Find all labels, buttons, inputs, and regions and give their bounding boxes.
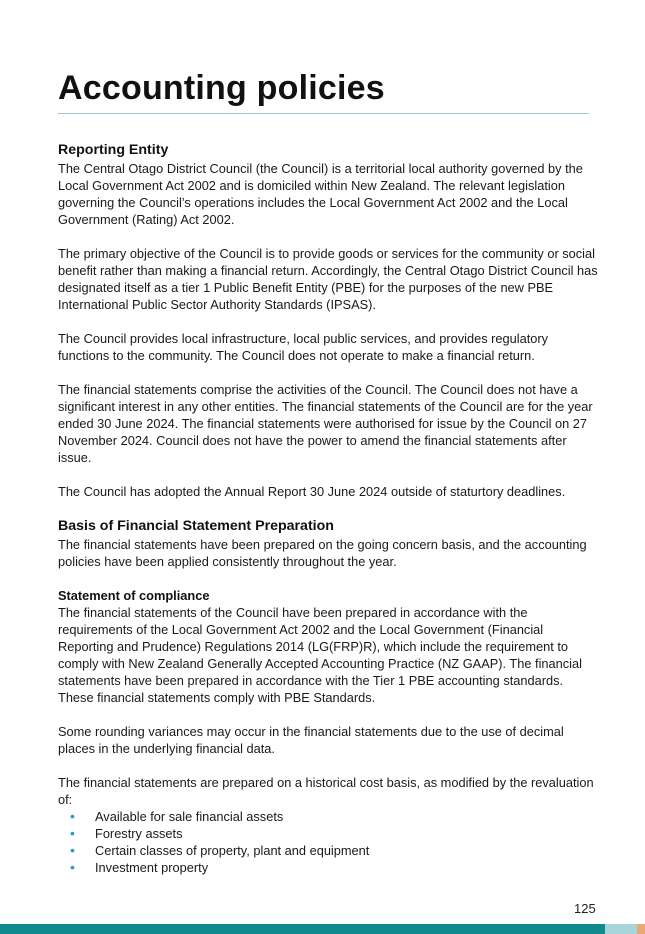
list-item-text: Certain classes of property, plant and equipment [95, 843, 370, 858]
paragraph: The financial statements have been prepared on the going concern basis, and the accounting policies have been applied consistently throughout the year. [58, 537, 587, 569]
list-item-text: Forestry assets [95, 826, 183, 841]
paragraph: The Council has adopted the Annual Report 30 June 2024 outside of staturtory deadlines. [58, 484, 566, 499]
footer-bar [0, 924, 605, 934]
bullet-icon: • [70, 808, 75, 824]
list-item [58, 859, 598, 876]
paragraph: The financial statements are prepared on a historical cost basis, as modified by the revaluation of: [58, 775, 594, 807]
paragraph: The Central Otago District Council (the Council) is a territorial local authority governed by the Local Government Act 2002 and is domiciled within New Zealand. The relevant legislation governing the Council’s operations includes the Local Government Act 2002 and the Local Government (Rating) Act 2002. [58, 161, 583, 227]
subsection-heading-compliance: Statement of compliance [58, 588, 210, 603]
paragraph: The financial statements comprise the activities of the Council. The Council does not have a significant interest in any other entities. The financial statements of the Council are for the year ended 30 June 2024. The financial statements were authorised for issue by the Council on 27 November 2024. Council does not have the power to amend the financial statements after issue. [58, 382, 593, 465]
paragraph: The Council provides local infrastructure, local public services, and provides regulatory functions to the community. The Council does not operate to make a financial return. [58, 331, 549, 363]
section-heading-basis: Basis of Financial Statement Preparation [58, 518, 334, 534]
bullet-icon: • [70, 842, 75, 858]
bullet-icon: • [70, 859, 75, 875]
bullet-icon: • [70, 825, 75, 841]
footer-bar-accent [637, 924, 645, 934]
page-number: 125 [574, 901, 596, 916]
page-title: Accounting policies [58, 69, 385, 107]
list-item [58, 808, 598, 825]
revaluation-list [58, 808, 598, 876]
list-item-text: Available for sale financial assets [95, 809, 284, 824]
title-divider [58, 113, 589, 114]
paragraph: Some rounding variances may occur in the financial statements due to the use of decimal places in the underlying financial data. [58, 724, 564, 756]
section-heading-reporting-entity: Reporting Entity [58, 142, 169, 158]
list-item [58, 842, 598, 859]
list-item-text: Investment property [95, 860, 209, 875]
page-body [58, 141, 598, 876]
paragraph: The financial statements of the Council have been prepared in accordance with the requirements of the Local Government Act 2002 and the Local Government (Financial Reporting and Prudence) Regulations 2014 (LG(FRP)R), which include the requirement to comply with New Zealand Generally Accepted Accounting Practice (NZ GAAP). The financial statements have been prepared in accordance with the Tier 1 PBE accounting standards. These financial statements comply with PBE Standards. [58, 605, 582, 705]
paragraph: The primary objective of the Council is to provide goods or services for the community or social benefit rather than making a financial return. Accordingly, the Central Otago District Council has designated itself as a tier 1 Public Benefit Entity (PBE) for the purposes of the new PBE International Public Sector Authority Standards (IPSAS). [58, 246, 598, 312]
list-item [58, 825, 598, 842]
footer-bar-light [605, 924, 637, 934]
